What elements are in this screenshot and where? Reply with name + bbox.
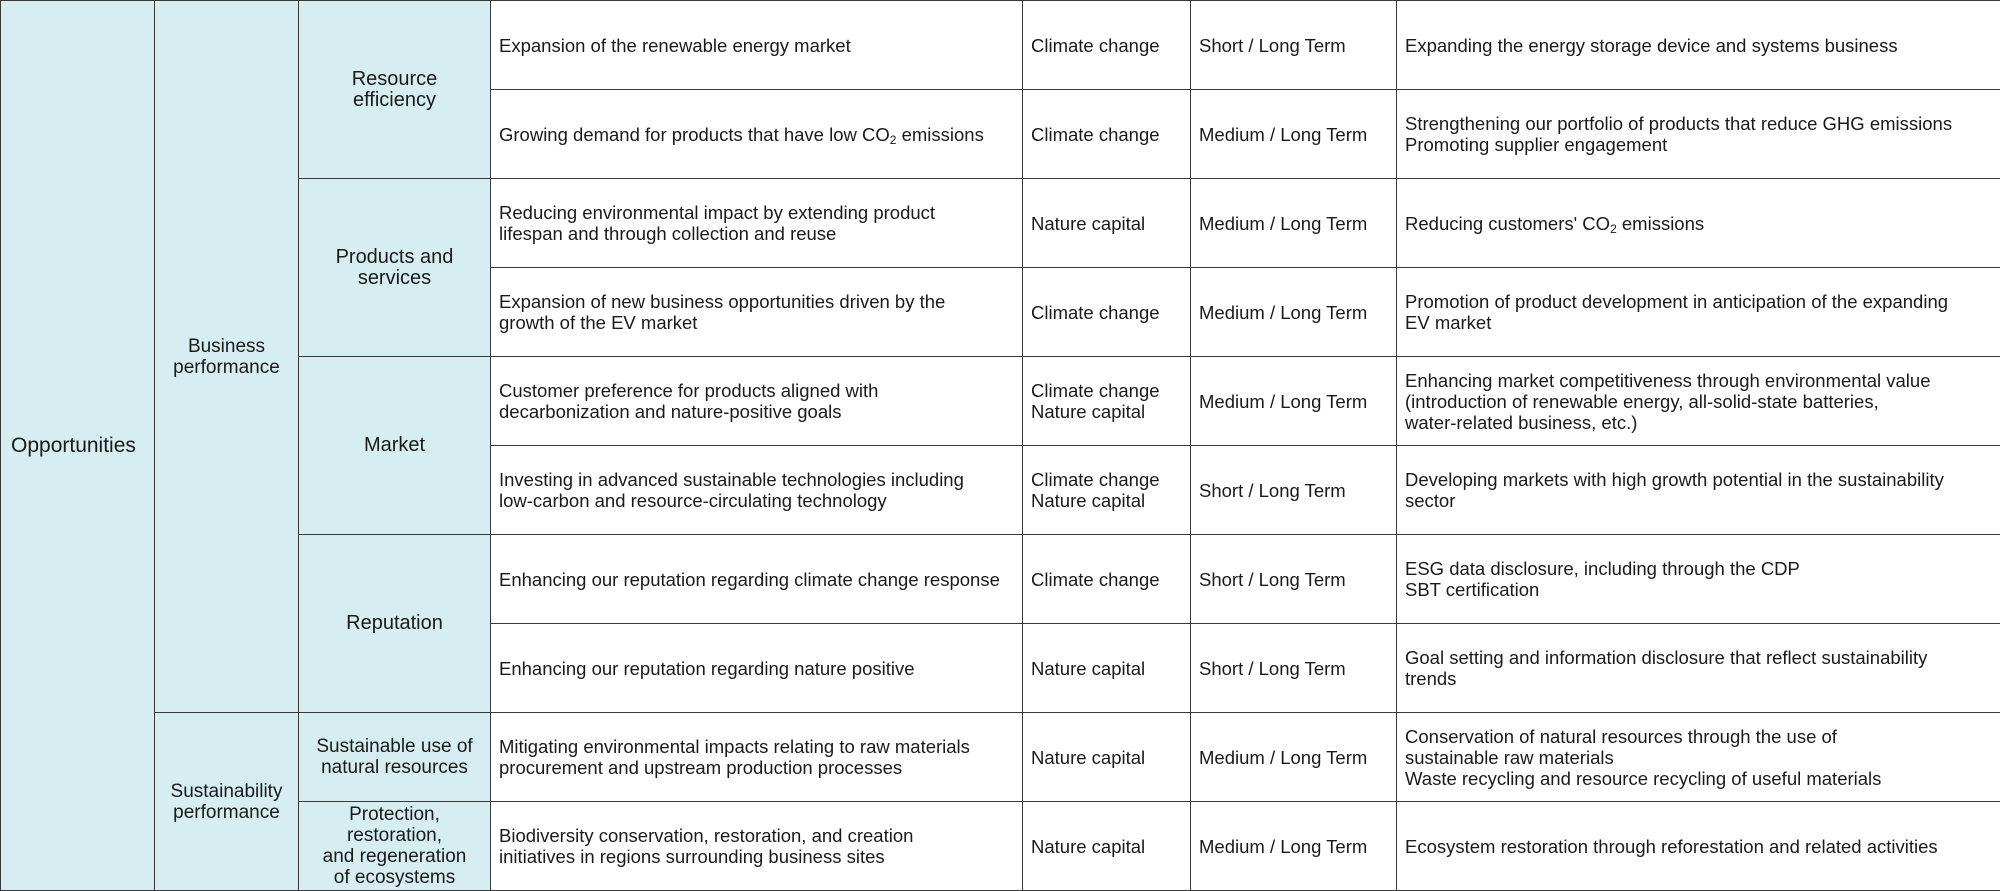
subcategory-protection-of-ecosystems: Protection, restoration, and regeneration of ecosystems <box>299 802 491 891</box>
opportunity-description: Enhancing our reputation regarding nature positive <box>491 624 1023 713</box>
subcategory-products-and-services: Products and services <box>299 179 491 357</box>
table-row <box>1 1 2000 90</box>
time-horizon: Medium / Long Term <box>1191 357 1397 446</box>
response-text: emissions <box>1616 212 1705 234</box>
response-measure: Goal setting and information disclosure that reflect sustainability trends <box>1397 624 2000 713</box>
subcategory-market: Market <box>299 357 491 535</box>
issue-type: Nature capital <box>1023 713 1191 802</box>
response-measure: Developing markets with high growth potential in the sustainability sector <box>1397 446 2000 535</box>
description-text: Growing demand for products that have low CO <box>499 123 890 145</box>
opportunity-description: Expansion of new business opportunities driven by the growth of the EV market <box>491 268 1023 357</box>
issue-type: Climate change <box>1023 268 1191 357</box>
table-row <box>1 179 2000 268</box>
response-measure: Strengthening our portfolio of products that reduce GHG emissions Promoting supplier engagement <box>1397 90 2000 179</box>
time-horizon: Short / Long Term <box>1191 1 1397 90</box>
response-measure <box>1397 179 2000 268</box>
issue-type: Nature capital <box>1023 624 1191 713</box>
time-horizon: Short / Long Term <box>1191 535 1397 624</box>
response-measure: ESG data disclosure, including through the CDP SBT certification <box>1397 535 2000 624</box>
opportunity-description: Expansion of the renewable energy market <box>491 1 1023 90</box>
response-measure: Enhancing market competitiveness through environmental value (introduction of renewable energy, all-solid-state batteries, water-related business, etc.) <box>1397 357 2000 446</box>
opportunity-description <box>491 90 1023 179</box>
group-business-performance: Business performance <box>155 1 299 713</box>
subscript: 2 <box>889 132 897 147</box>
response-measure: Conservation of natural resources through the use of sustainable raw materials Waste recycling and resource recycling of useful materials <box>1397 713 2000 802</box>
table-row <box>1 535 2000 624</box>
response-measure: Promotion of product development in anticipation of the expanding EV market <box>1397 268 2000 357</box>
table-row <box>1 713 2000 802</box>
opportunity-description: Mitigating environmental impacts relating to raw materials procurement and upstream production processes <box>491 713 1023 802</box>
opportunity-description: Investing in advanced sustainable technologies including low-carbon and resource-circulating technology <box>491 446 1023 535</box>
time-horizon: Medium / Long Term <box>1191 268 1397 357</box>
issue-type: Climate change Nature capital <box>1023 446 1191 535</box>
opportunity-description: Enhancing our reputation regarding climate change response <box>491 535 1023 624</box>
table-row <box>1 357 2000 446</box>
issue-type: Nature capital <box>1023 179 1191 268</box>
category-opportunities: Opportunities <box>1 1 155 891</box>
issue-type: Climate change <box>1023 90 1191 179</box>
opportunity-description: Biodiversity conservation, restoration, and creation initiatives in regions surrounding business sites <box>491 802 1023 891</box>
subcategory-reputation: Reputation <box>299 535 491 713</box>
subcategory-sustainable-use-of-natural-resources: Sustainable use of natural resources <box>299 713 491 802</box>
response-text: Reducing customers' CO <box>1405 212 1611 234</box>
response-measure: Expanding the energy storage device and systems business <box>1397 1 2000 90</box>
time-horizon: Medium / Long Term <box>1191 179 1397 268</box>
time-horizon: Short / Long Term <box>1191 624 1397 713</box>
issue-type: Climate change <box>1023 535 1191 624</box>
opportunity-description: Customer preference for products aligned with decarbonization and nature-positive goals <box>491 357 1023 446</box>
opportunity-description: Reducing environmental impact by extending product lifespan and through collection and reuse <box>491 179 1023 268</box>
issue-type: Climate change <box>1023 1 1191 90</box>
description-text: emissions <box>896 123 984 145</box>
response-measure: Ecosystem restoration through reforestation and related activities <box>1397 802 2000 891</box>
time-horizon: Medium / Long Term <box>1191 713 1397 802</box>
time-horizon: Medium / Long Term <box>1191 90 1397 179</box>
group-sustainability-performance: Sustainability performance <box>155 713 299 891</box>
subcategory-resource-efficiency: Resource efficiency <box>299 1 491 179</box>
subscript: 2 <box>1610 221 1617 236</box>
time-horizon: Short / Long Term <box>1191 446 1397 535</box>
issue-type: Nature capital <box>1023 802 1191 891</box>
time-horizon: Medium / Long Term <box>1191 802 1397 891</box>
issue-type: Climate change Nature capital <box>1023 357 1191 446</box>
table-row <box>1 802 2000 891</box>
